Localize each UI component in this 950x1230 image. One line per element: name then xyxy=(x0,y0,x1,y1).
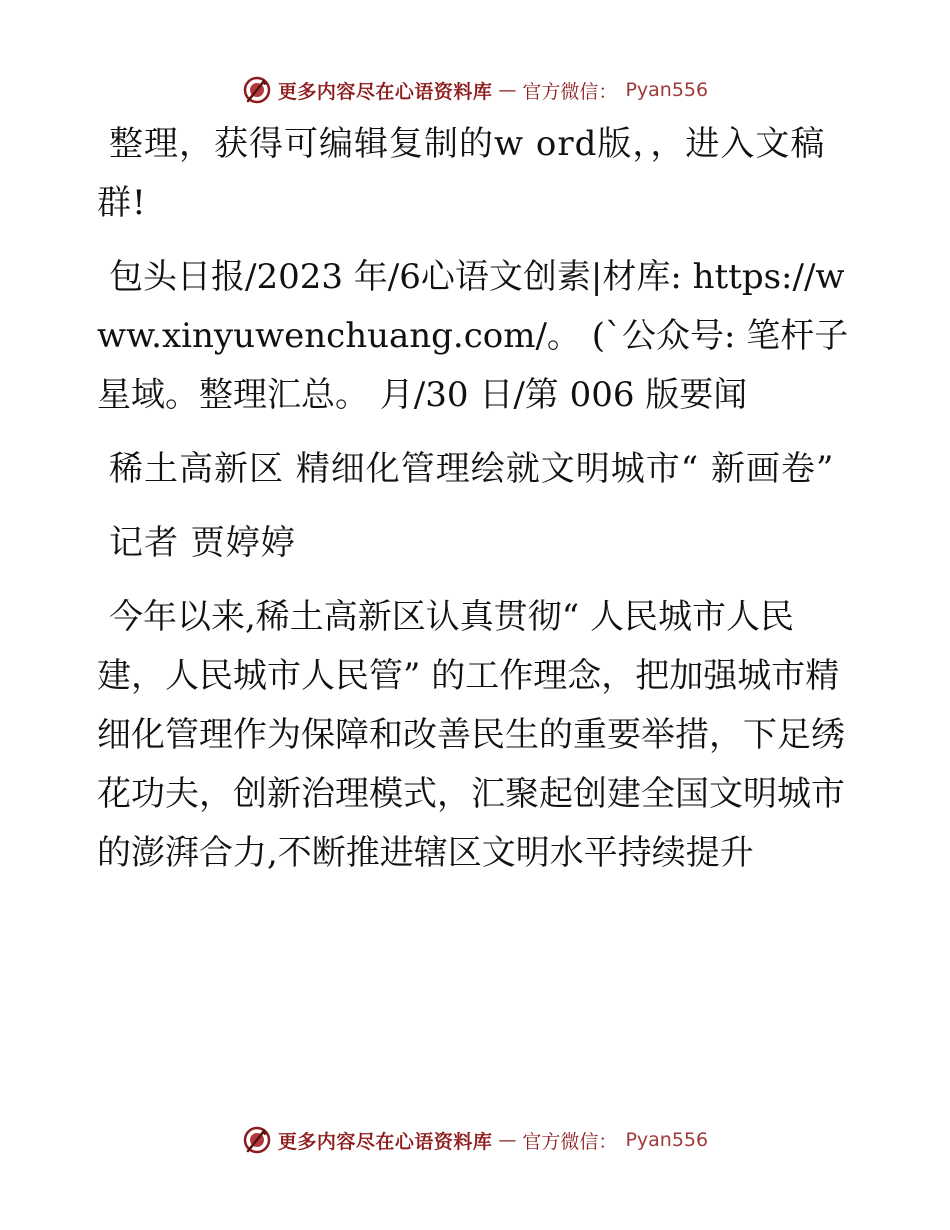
banner-wechat-id: Pyan556 xyxy=(625,79,709,101)
footer-main-text: 更多内容尽在心语资料库 xyxy=(277,1130,493,1153)
seal-pen-icon xyxy=(242,1125,272,1155)
byline: 记者 贾婷婷 xyxy=(109,523,296,563)
header-banner xyxy=(0,70,950,110)
body-paragraph: 今年以来,稀土高新区认真贯彻“ 人民城市人民建，人民城市人民管” 的工作理念，把加强城市精细化管理作为保障和改善民生的重要举措，下足绣花功夫，创新治理模式，汇聚起创建全国文明城市的澎湃合力,不断推进辖区文明水平持续提升 xyxy=(97,597,845,873)
footer-wechat-label: 官方微信： xyxy=(522,1130,618,1153)
banner-main-text: 更多内容尽在心语资料库 xyxy=(277,80,493,103)
footer-banner xyxy=(0,1120,950,1160)
banner-separator: — xyxy=(498,79,517,101)
footer-separator: — xyxy=(498,1129,517,1151)
intro-paragraph: 整理，获得可编辑复制的w ord版，，进入文稿群! xyxy=(97,124,826,223)
document-body xyxy=(97,115,857,898)
banner-wechat-label: 官方微信： xyxy=(522,80,618,103)
source-paragraph: 包头日报/2023 年/6心语文创素|材库: https://www.xinyuwenchuang.com/。 (`公众号: 笔杆子星域。整理汇总。 月/30 日/第 006 版要闻 xyxy=(97,257,849,415)
seal-pen-icon xyxy=(242,75,272,105)
article-title: 稀土高新区 精细化管理绘就文明城市“ 新画卷” xyxy=(109,449,835,489)
footer-wechat-id: Pyan556 xyxy=(625,1129,709,1151)
